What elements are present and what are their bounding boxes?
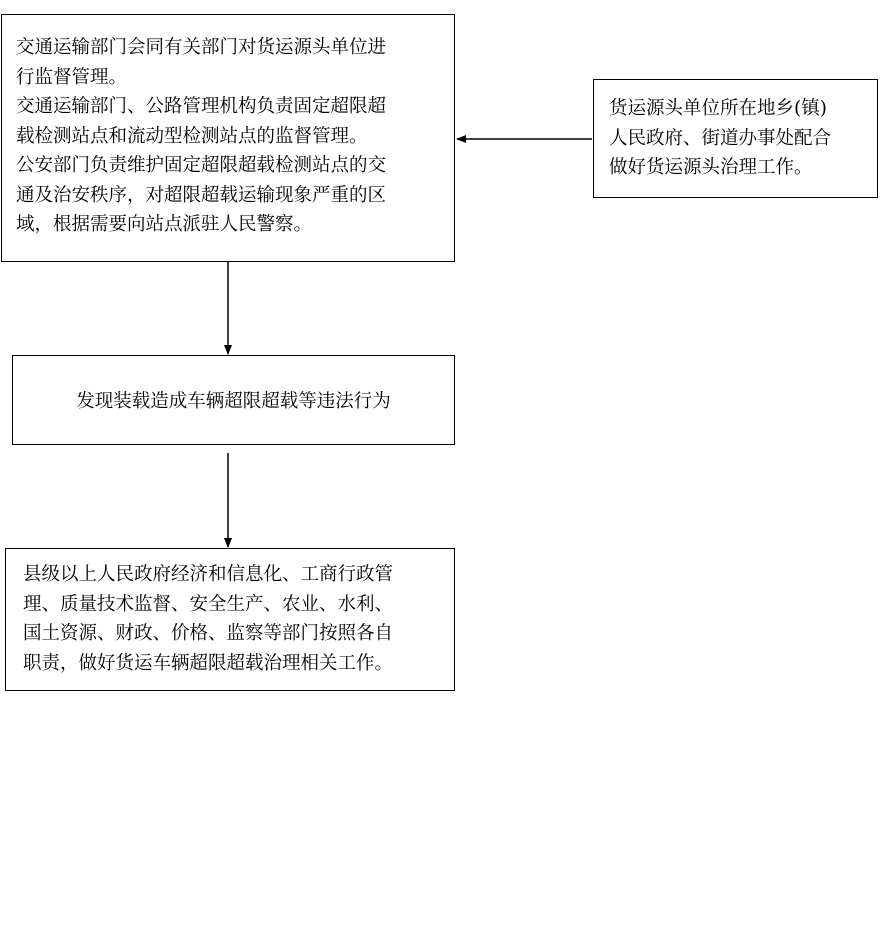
text-line: 做好货运源头治理工作。 [609, 157, 813, 178]
text-line: 职责，做好货运车辆超限超载治理相关工作。 [23, 652, 394, 674]
text-line: 行监督管理。 [16, 66, 128, 88]
text-line: 货运源头单位所在地乡(镇) [609, 98, 827, 119]
text-line: 交通运输部门、公路管理机构负责固定超限超 [16, 96, 387, 117]
violation-found-text: 发现装载造成车辆超限超载等违法行为 [76, 391, 391, 412]
text-line: 交通运输部门会同有关部门对货运源头单位进 [16, 37, 387, 58]
text-line: 国土资源、财政、价格、监察等部门按照各自 [23, 623, 394, 644]
text-line: 载检测站点和流动型检测站点的监督管理。 [16, 125, 368, 147]
text-line: 公安部门负责维护固定超限超载检测站点的交 [16, 155, 387, 176]
text-line: 县级以上人民政府经济和信息化、工商行政管 [23, 564, 394, 585]
violation-found-box [12, 355, 455, 445]
text-line: 人民政府、街道办事处配合 [609, 127, 832, 149]
local-government-cooperation-box [593, 79, 878, 198]
text-line: 域，根据需要向站点派驻人民警察。 [16, 214, 313, 235]
supervision-responsibilities-box [1, 14, 455, 262]
text-line: 理、质量技术监督、安全生产、农业、水利、 [23, 593, 394, 615]
text-line: 通及治安秩序，对超限超载运输现象严重的区 [16, 184, 387, 206]
departments-duties-box [5, 548, 455, 691]
